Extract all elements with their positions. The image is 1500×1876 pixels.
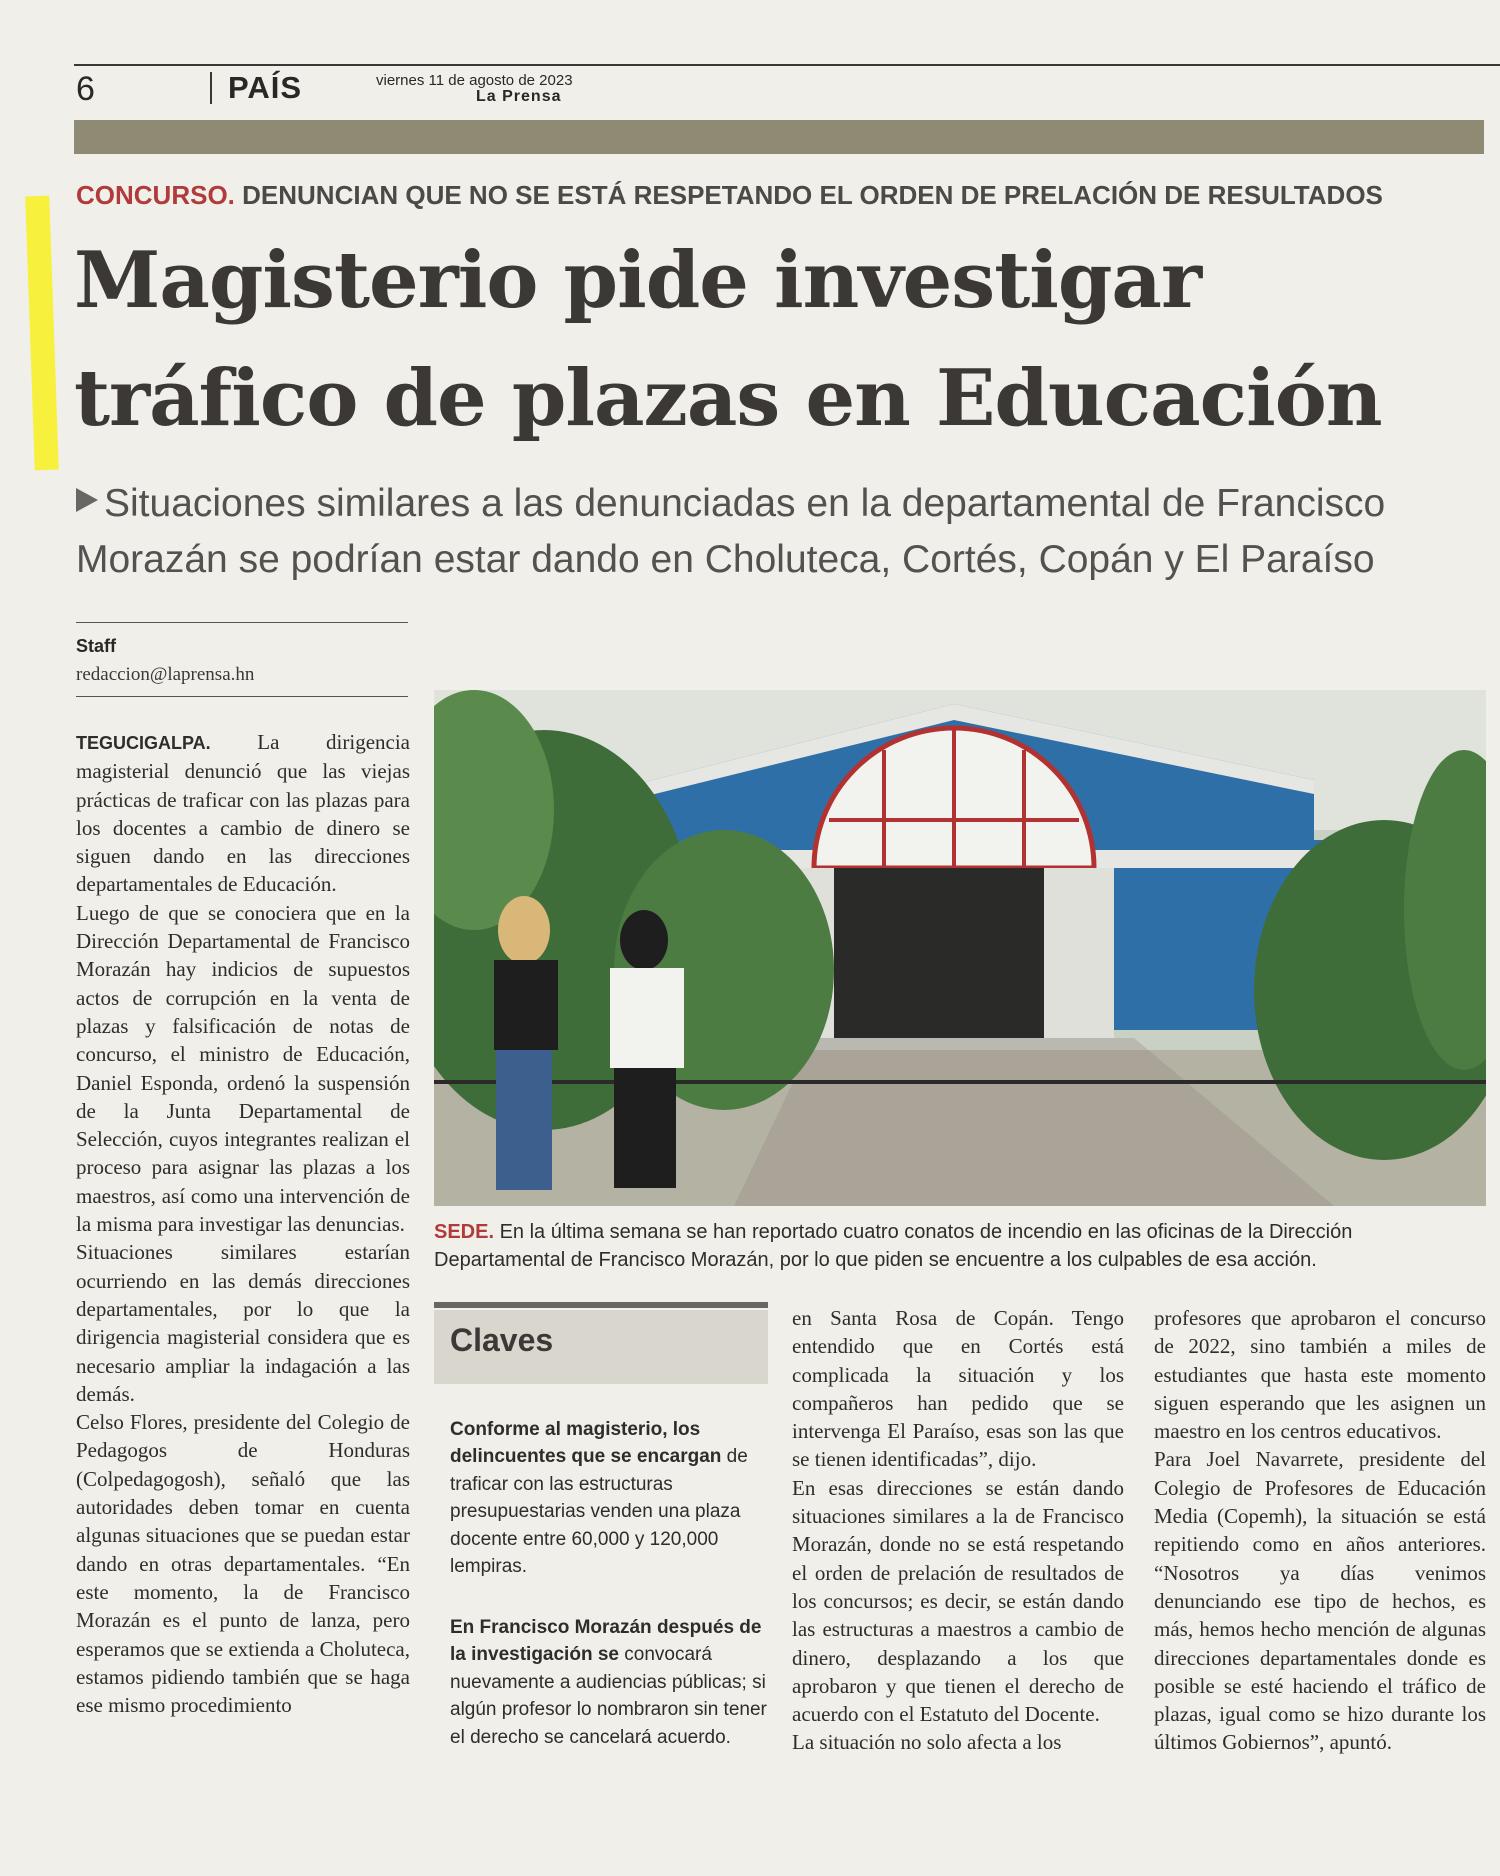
newspaper-name: La Prensa [476,88,562,105]
kicker-tag: CONCURSO. [76,180,235,210]
claves-item-2 [450,1614,768,1751]
paragraph: profesores que aprobaron el concurso de 2022, sino también a miles de estudiantes que hasta este momento siguen esperando que les asignen un maestro en los centros educativos. [1154,1306,1486,1444]
byline-author: Staff [76,636,116,656]
paragraph: en Santa Rosa de Copán. Tengo entendido que en Cortés está complicada la situación y los compañeros han pedido que se intervenga El Paraíso, esas son las que se tienen identificadas”, dijo. [792,1306,1124,1472]
byline-rule-bottom [76,696,408,697]
body-column-4 [1154,1304,1486,1757]
paragraph [76,728,410,899]
photo-caption [434,1218,1486,1274]
paragraph: Luego de que se conociera que en la Dirección Departamental de Francisco Morazán hay indicios de supuestos actos de corrupción en la venta de plazas y falsificación de notas de concurso, el ministro de Educación, Daniel Esponda, ordenó la suspensión de la Junta Departamental de Selección, cuyos integrantes realizan el proceso para asignar las plazas a los maestros, así como una intervención de la misma para investigar las denuncias. [76,900,410,1237]
byline-rule-top [76,622,408,623]
claves-item-2-text: convocará nuevamente a audiencias públicas; si algún profesor lo nombraron sin tener el derecho se cancelará acuerdo. [450,1644,767,1748]
byline-email: redaccion@laprensa.hn [76,664,255,685]
kicker [76,180,1383,211]
section-name: PAÍS [228,70,303,105]
header-rule [74,64,1500,66]
triangle-bullet-icon [76,488,98,512]
paragraph: La situación no solo afecta a los [792,1730,1062,1755]
caption-text: En la última semana se han reportado cuatro conatos de incendio en las oficinas de la Dirección Departamental de Francisco Morazán, por lo que piden se encuentre a los culpables de esa acción. [434,1221,1353,1271]
issue-date: viernes 11 de agosto de 2023 [376,72,573,89]
paragraph: Situaciones similares estarían ocurriendo en las demás direcciones departamentales, por lo que la dirigencia magisterial considera que es necesario ampliar la indagación a las demás. [76,1240,410,1406]
header-color-bar [74,120,1484,154]
claves-item-2-bold: En Francisco Morazán después de la investigación se [450,1617,762,1666]
headline-line-2: tráfico de plazas en Educación [74,353,1382,444]
photo-education-building [434,690,1486,1206]
headline-line-1: Magisterio pide investigar [74,235,1202,326]
photo-illustration [434,690,1486,1206]
highlighter-mark [25,196,59,471]
kicker-text: DENUNCIAN QUE NO SE ESTÁ RESPETANDO EL ORDEN DE PRELACIÓN DE RESULTADOS [242,180,1383,210]
body-column-1 [76,728,410,1719]
claves-title: Claves [450,1322,554,1358]
body-column-3 [792,1304,1124,1757]
paragraph-text: La dirigencia magisterial denunció que las viejas prácticas de traficar con las plazas para los docentes a cambio de dinero se siguen dando en las direcciones departamentales de Educación. [76,730,410,897]
headline [74,222,1494,458]
deck-text: Situaciones similares a las denunciadas en la departamental de Francisco Morazán se podrían estar dando en Choluteca, Cortés, Copán y El Paraíso [76,482,1386,581]
claves-item-1 [450,1416,768,1580]
paragraph: Para Joel Navarrete, presidente del Colegio de Profesores de Educación Media (Copemh), la situación se está repitiendo como en años anteriores. “Nosotros ya días venimos denunciando ese tipo de hechos, es más, hemos hecho mención de algunas direcciones departamentales donde es posible se esté haciendo el tráfico de plazas, igual como se hizo durante los últimos Gobiernos”, apuntó. [1154,1447,1486,1755]
paragraph: En esas direcciones se están dando situaciones similares a la de Francisco Morazán, donde no se está respetando el orden de prelación de resultados de los concursos; es decir, se están dando las estructuras a maestros a cambio de dinero, desplazando a los que aprobaron y que tienen el derecho de acuerdo con el Estatuto del Docente. [792,1475,1124,1727]
claves-rule [434,1302,768,1308]
header-separator [210,72,212,104]
page-number: 6 [76,70,95,108]
deck [76,476,1496,588]
claves-item-1-text: de traficar con las estructuras presupuestarias venden una plaza docente entre 60,000 y 120,000 lempiras. [450,1446,748,1578]
claves-item-1-bold: Conforme al magisterio, los delincuentes que se encargan [450,1419,722,1468]
caption-tag: SEDE. [434,1221,495,1243]
paragraph: Celso Flores, presidente del Colegio de Pedagogos de Honduras (Colpedagogosh), señaló que las autoridades deben tomar en cuenta algunas situaciones que se puedan estar dando en otras departamentales. “En este momento, la de Francisco Morazán es el punto de lanza, pero esperamos que se extienda a Choluteca, estamos pidiendo también que se haga ese mismo procedimiento [76,1410,410,1718]
dateline: TEGUCIGALPA. [76,733,211,753]
